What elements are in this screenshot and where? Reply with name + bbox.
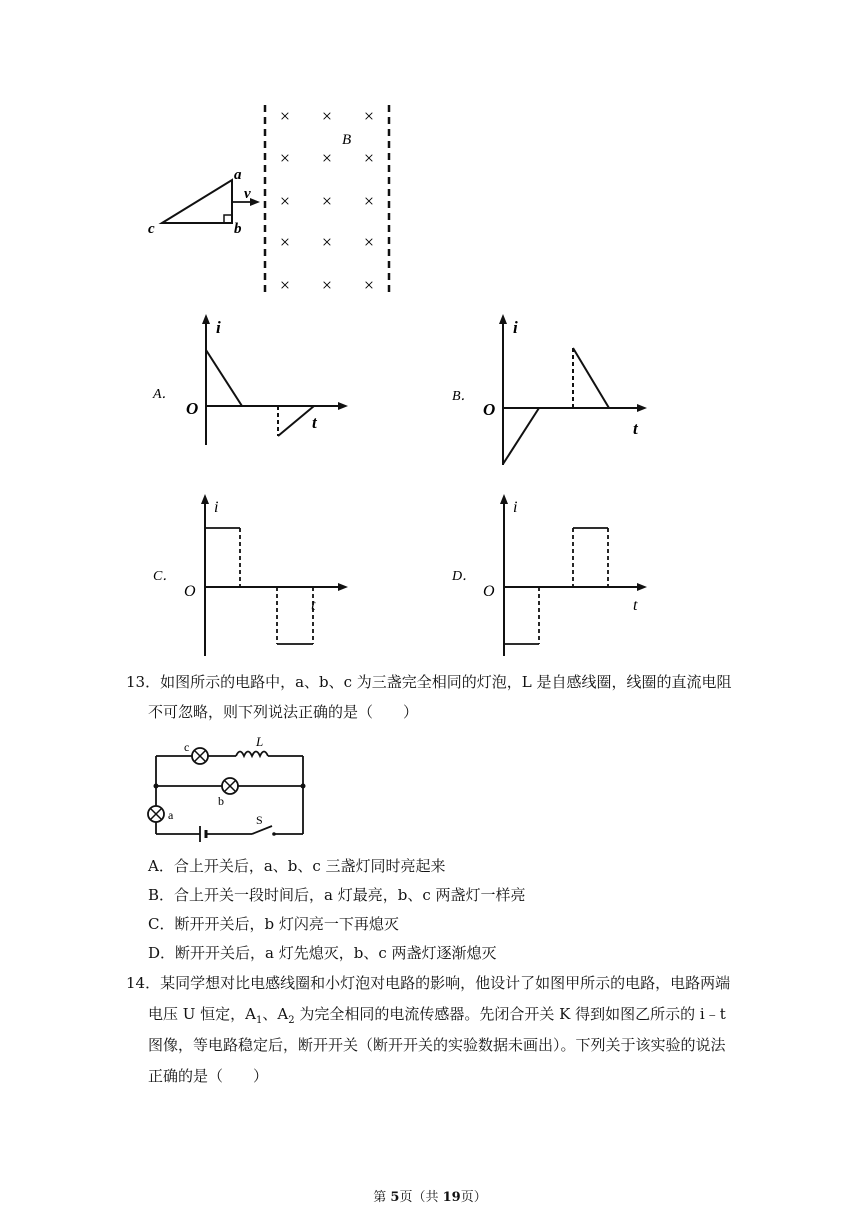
q13-option-c: C．断开开关后，b 灯闪亮一下再熄灭 [148,915,399,933]
cross-mark: × [279,148,291,168]
footer-text: 页（共 [399,1190,443,1205]
option-letter: B． [452,389,475,404]
q13-option-a: A．合上开关后，a、b、c 三盏灯同时亮起来 [148,857,446,875]
field-crosses [280,106,374,295]
footer-text: 第 [373,1190,391,1205]
origin-label: O [483,583,495,600]
page-total: 19 [442,1190,461,1205]
subscript: 2 [288,1015,295,1026]
i-label: i [214,499,219,516]
inductor-label: L [256,734,264,749]
q13-stem-line1: 13．如图所示的电路中，a、b、c 为三盏完全相同的灯泡，L 是自感线圈，线圈的直流电阻 [126,673,732,691]
cross-mark: × [321,106,333,126]
cross-mark: × [321,232,333,252]
cross-mark: × [279,275,291,295]
origin-label: O [483,400,496,419]
q13-option-d: D．断开开关后，a 灯先熄灭，b、c 两盏灯逐渐熄灭 [148,944,497,962]
triangle-loop-field-figure [140,95,410,305]
t-label: t [311,597,316,614]
i-axis-arrowhead [201,494,209,504]
cross-mark: × [363,232,375,252]
subscript: 1 [256,1015,263,1026]
t-label: t [633,597,638,614]
i-label: i [216,318,221,337]
right-angle-mark [224,215,232,223]
q14-text: 、A [262,1005,289,1023]
cross-mark: × [321,191,333,211]
vertex-label-b: b [234,221,242,237]
cross-mark: × [279,191,291,211]
junction-dot [301,784,306,789]
cross-mark: × [363,191,375,211]
graph-option-c [148,490,358,660]
q14-stem-line2 [148,1004,726,1031]
velocity-label: v [244,186,251,202]
inductor-coil [236,752,268,757]
triangle-loop [162,180,232,223]
graph-option-b [447,310,657,470]
q13-circuit-diagram [140,734,320,844]
junction-dot [154,784,159,789]
q13-option-b: B．合上开关一段时间后，a 灯最亮，b、c 两盏灯一样亮 [148,886,526,904]
option-letter: D． [452,569,477,584]
q14-stem-line3: 图像，等电路稳定后，断开开关（断开开关的实验数据未画出）。下列关于该实验的说法 [148,1036,726,1054]
t-axis-arrowhead [338,583,348,591]
current-segment [206,350,242,406]
t-label: t [312,413,317,432]
cross-mark: × [279,232,291,252]
q14-text: 为完全相同的电流传感器。先闭合开关 K 得到如图乙所示的 i﹣t [294,1005,726,1023]
lamp-label-a: a [168,808,174,822]
i-axis-arrowhead [500,494,508,504]
current-segment [278,406,314,436]
q13-stem-line2: 不可忽略，则下列说法正确的是（ ） [148,703,419,721]
i-label: i [513,499,518,516]
cross-mark: × [363,148,375,168]
page-number: 5 [390,1190,400,1205]
option-letter: A． [153,387,176,402]
field-label-B: B [342,132,352,148]
switch-label: S [256,813,263,827]
cross-mark: × [321,275,333,295]
page-footer [0,1186,860,1205]
cross-mark: × [279,106,291,126]
i-label: i [513,318,518,337]
velocity-arrowhead [250,198,260,206]
origin-label: O [186,399,199,418]
switch-blade [252,826,272,834]
q14-stem-line1: 14．某同学想对比电感线圈和小灯泡对电路的影响，他设计了如图甲所示的电路，电路两端 [126,974,731,992]
q14-text: 电压 U 恒定，A [148,1005,257,1023]
graph-option-a [148,310,358,450]
cross-mark: × [321,148,333,168]
q14-stem-line4: 正确的是（ ） [148,1067,269,1085]
option-letter: C． [153,569,177,584]
footer-text: 页） [460,1190,487,1205]
t-axis-arrowhead [338,402,348,410]
origin-label: O [184,583,196,600]
t-axis-arrowhead [637,404,647,412]
current-segment [573,348,609,408]
cross-mark: × [363,106,375,126]
t-axis-arrowhead [637,583,647,591]
i-axis-arrowhead [202,314,210,324]
cross-mark: × [363,275,375,295]
i-axis-arrowhead [499,314,507,324]
graph-option-d [447,490,657,660]
current-segment [503,408,539,464]
lamp-label-c: c [184,740,190,754]
t-label: t [633,419,638,438]
vertex-label-a: a [234,167,242,183]
lamp-label-b: b [218,794,224,808]
vertex-label-c: c [148,221,155,237]
